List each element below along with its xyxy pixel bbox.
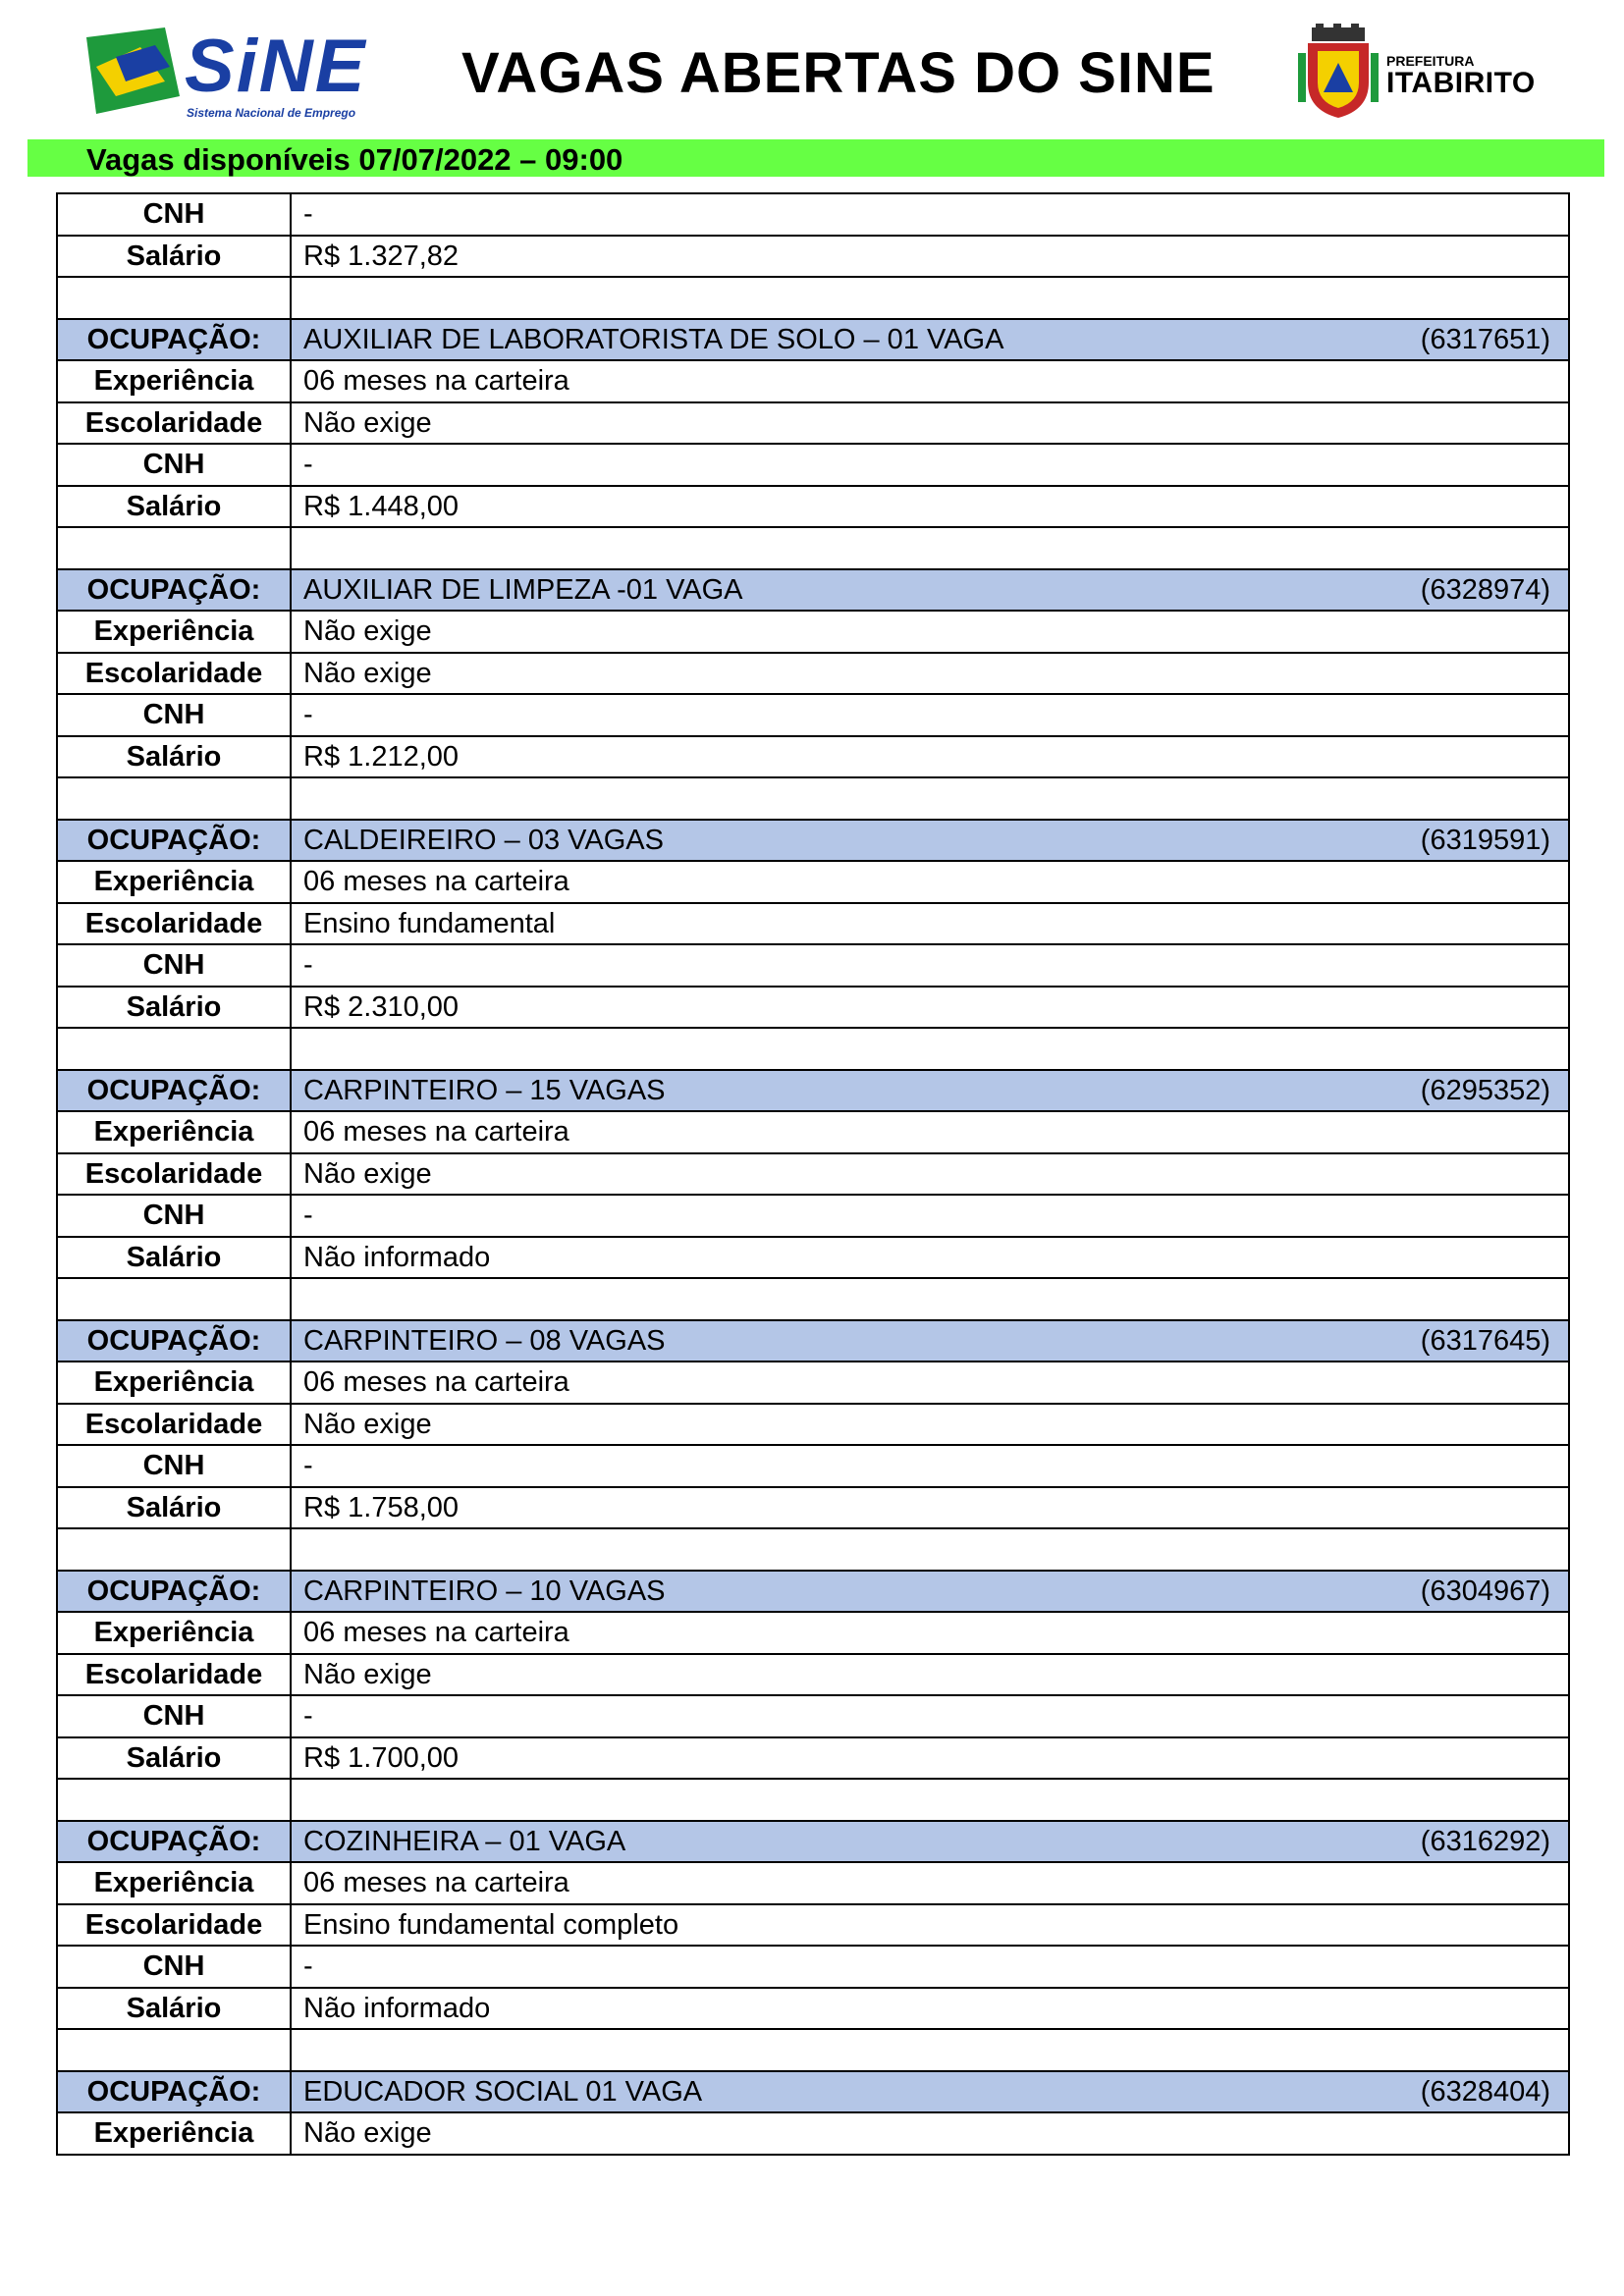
label-education: Escolaridade [57,1404,291,1446]
value-experience: Não exige [291,2112,1569,2155]
job-code: (6317645) [1420,1324,1550,1357]
occupation-title: CARPINTEIRO – 15 VAGAS [303,1074,666,1106]
table-row [57,944,1569,987]
table-row [57,1153,1569,1196]
value-education: Não exige [291,1153,1569,1196]
spacer-cell [291,777,1569,820]
job-code: (6319591) [1420,824,1550,856]
spacer-cell [57,1528,291,1571]
occupation-title: EDUCADOR SOCIAL 01 VAGA [303,2075,703,2108]
occupation-cell [291,1571,1569,1613]
value-salary: Não informado [291,1988,1569,2030]
label-occupation: OCUPAÇÃO: [57,2071,291,2113]
occupation-cell [291,1070,1569,1112]
table-row [57,1404,1569,1446]
table-row [57,1695,1569,1737]
spacer-cell [291,2029,1569,2071]
label-experience: Experiência [57,360,291,402]
spacer-cell [57,1278,291,1320]
label-education: Escolaridade [57,903,291,945]
occupation-title: COZINHEIRA – 01 VAGA [303,1825,626,1857]
occupation-cell [291,569,1569,612]
spacer-cell [57,2029,291,2071]
sine-emblem-icon [86,27,185,116]
label-education: Escolaridade [57,1904,291,1947]
value-education: Não exige [291,402,1569,445]
label-occupation: OCUPAÇÃO: [57,1320,291,1362]
value-salary: R$ 1.758,00 [291,1487,1569,1529]
value-cnh: - [291,444,1569,486]
value-cnh: - [291,944,1569,987]
job-code: (6328974) [1420,573,1550,606]
spacer-row [57,1779,1569,1821]
spacer-cell [57,527,291,569]
occupation-row [57,820,1569,862]
occupation-cell [291,319,1569,361]
table-row [57,1195,1569,1237]
spacer-cell [291,1528,1569,1571]
label-education: Escolaridade [57,1153,291,1196]
spacer-cell [291,527,1569,569]
label-experience: Experiência [57,2112,291,2155]
sine-logo [86,27,371,126]
prefeitura-city: ITABIRITO [1386,67,1536,99]
date-bar [27,139,1604,177]
job-code: (6328404) [1420,2075,1550,2108]
spacer-cell [57,1028,291,1070]
label-cnh: CNH [57,1946,291,1988]
occupation-cell [291,2071,1569,2113]
page-title: VAGAS ABERTAS DO SINE [461,41,1216,105]
value-salary: R$ 1.327,82 [291,236,1569,278]
value-education: Não exige [291,1654,1569,1696]
table-row [57,193,1569,236]
table-row [57,360,1569,402]
value-education: Ensino fundamental completo [291,1904,1569,1947]
occupation-row [57,1320,1569,1362]
table-row [57,1111,1569,1153]
spacer-cell [291,277,1569,319]
table-row [57,1487,1569,1529]
occupation-row [57,569,1569,612]
label-experience: Experiência [57,861,291,903]
table-row [57,1612,1569,1654]
spacer-row [57,1278,1569,1320]
spacer-row [57,1528,1569,1571]
occupation-row [57,319,1569,361]
occupation-row [57,2071,1569,2113]
value-cnh: - [291,1195,1569,1237]
value-salary: Não informado [291,1237,1569,1279]
prefeitura-logo [1294,24,1549,132]
label-salary: Salário [57,1487,291,1529]
label-occupation: OCUPAÇÃO: [57,820,291,862]
label-cnh: CNH [57,1195,291,1237]
label-cnh: CNH [57,694,291,736]
value-experience: 06 meses na carteira [291,360,1569,402]
table-row [57,694,1569,736]
spacer-cell [57,277,291,319]
label-salary: Salário [57,1737,291,1780]
page-header [0,20,1624,137]
table-row [57,2112,1569,2155]
occupation-title: AUXILIAR DE LABORATORISTA DE SOLO – 01 VAGA [303,323,1004,355]
label-salary: Salário [57,1988,291,2030]
label-cnh: CNH [57,193,291,236]
label-cnh: CNH [57,1695,291,1737]
label-occupation: OCUPAÇÃO: [57,1070,291,1112]
label-experience: Experiência [57,1862,291,1904]
spacer-cell [291,1779,1569,1821]
sine-logo-text: SiNE [185,25,367,108]
label-cnh: CNH [57,944,291,987]
label-salary: Salário [57,1237,291,1279]
table-row [57,653,1569,695]
spacer-cell [57,1779,291,1821]
table-row [57,236,1569,278]
value-cnh: - [291,694,1569,736]
sine-logo-subtitle: Sistema Nacional de Emprego [187,106,356,120]
label-cnh: CNH [57,1445,291,1487]
table-row [57,861,1569,903]
table-row [57,402,1569,445]
table-row [57,987,1569,1029]
job-code: (6316292) [1420,1825,1550,1857]
occupation-cell [291,820,1569,862]
occupation-row [57,1821,1569,1863]
occupation-title: CARPINTEIRO – 10 VAGAS [303,1575,666,1607]
prefeitura-label: PREFEITURA [1386,53,1475,69]
spacer-row [57,777,1569,820]
occupation-title: CARPINTEIRO – 08 VAGAS [303,1324,666,1357]
value-salary: R$ 1.700,00 [291,1737,1569,1780]
value-cnh: - [291,193,1569,236]
value-experience: 06 meses na carteira [291,1862,1569,1904]
date-bar-text: Vagas disponíveis 07/07/2022 – 09:00 [86,142,623,177]
table-row [57,1737,1569,1780]
table-row [57,486,1569,528]
label-occupation: OCUPAÇÃO: [57,569,291,612]
table-row [57,1445,1569,1487]
value-education: Não exige [291,653,1569,695]
label-experience: Experiência [57,611,291,653]
occupation-row [57,1571,1569,1613]
value-education: Não exige [291,1404,1569,1446]
label-cnh: CNH [57,444,291,486]
table-row [57,1946,1569,1988]
spacer-row [57,2029,1569,2071]
occupation-title: AUXILIAR DE LIMPEZA -01 VAGA [303,573,743,606]
label-experience: Experiência [57,1612,291,1654]
label-experience: Experiência [57,1362,291,1404]
value-salary: R$ 1.448,00 [291,486,1569,528]
occupation-cell [291,1821,1569,1863]
value-cnh: - [291,1946,1569,1988]
occupation-title: CALDEIREIRO – 03 VAGAS [303,824,664,856]
occupation-row [57,1070,1569,1112]
table-row [57,1904,1569,1947]
value-experience: 06 meses na carteira [291,1111,1569,1153]
spacer-cell [57,777,291,820]
value-experience: 06 meses na carteira [291,1612,1569,1654]
label-education: Escolaridade [57,1654,291,1696]
value-experience: Não exige [291,611,1569,653]
jobs-table [56,192,1570,2156]
table-row [57,903,1569,945]
label-education: Escolaridade [57,653,291,695]
value-cnh: - [291,1445,1569,1487]
table-row [57,1362,1569,1404]
label-experience: Experiência [57,1111,291,1153]
value-experience: 06 meses na carteira [291,861,1569,903]
table-row [57,1237,1569,1279]
job-code: (6295352) [1420,1074,1550,1106]
spacer-row [57,1028,1569,1070]
table-row [57,1862,1569,1904]
label-salary: Salário [57,236,291,278]
label-salary: Salário [57,736,291,778]
spacer-row [57,527,1569,569]
value-experience: 06 meses na carteira [291,1362,1569,1404]
spacer-row [57,277,1569,319]
value-cnh: - [291,1695,1569,1737]
value-education: Ensino fundamental [291,903,1569,945]
table-row [57,444,1569,486]
label-education: Escolaridade [57,402,291,445]
label-occupation: OCUPAÇÃO: [57,319,291,361]
spacer-cell [291,1278,1569,1320]
label-occupation: OCUPAÇÃO: [57,1571,291,1613]
label-occupation: OCUPAÇÃO: [57,1821,291,1863]
value-salary: R$ 1.212,00 [291,736,1569,778]
spacer-cell [291,1028,1569,1070]
job-code: (6317651) [1420,323,1550,355]
table-row [57,611,1569,653]
label-salary: Salário [57,987,291,1029]
table-row [57,736,1569,778]
coat-of-arms-icon [1294,24,1382,122]
value-salary: R$ 2.310,00 [291,987,1569,1029]
table-row [57,1654,1569,1696]
label-salary: Salário [57,486,291,528]
job-code: (6304967) [1420,1575,1550,1607]
occupation-cell [291,1320,1569,1362]
table-row [57,1988,1569,2030]
